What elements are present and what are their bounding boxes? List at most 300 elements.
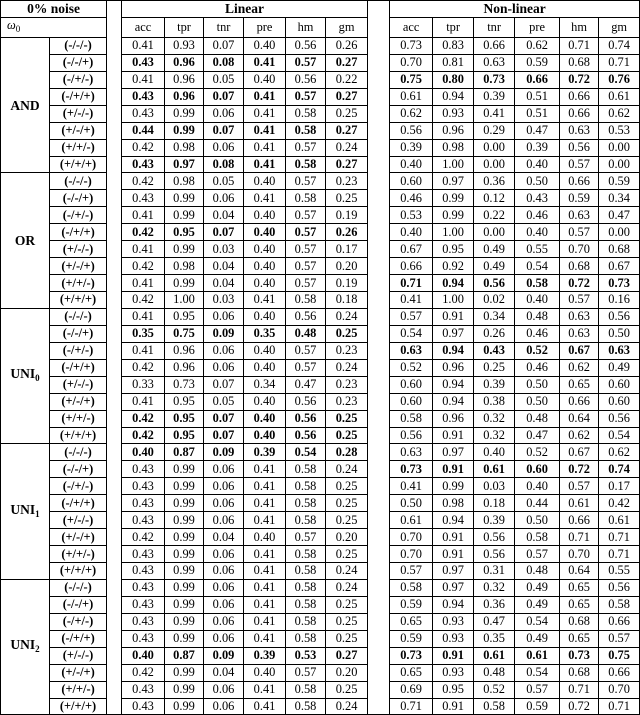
nonlinear-value-tnr: 0.66 (474, 37, 515, 54)
linear-value-tnr: 0.04 (204, 258, 244, 275)
linear-value-acc: 0.40 (122, 647, 165, 664)
gap-cell (368, 393, 390, 410)
nonlinear-value-tpr: 0.98 (433, 139, 474, 156)
linear-value-pre: 0.41 (244, 122, 286, 139)
nonlinear-value-hm: 0.56 (560, 139, 599, 156)
linear-value-gm: 0.25 (326, 613, 368, 630)
linear-value-tpr: 0.96 (165, 54, 204, 71)
linear-value-tnr: 0.06 (204, 461, 244, 478)
nonlinear-value-pre: 0.60 (515, 461, 560, 478)
nonlinear-value-tnr: 0.29 (474, 122, 515, 139)
nonlinear-value-pre: 0.57 (515, 546, 560, 563)
nonlinear-value-pre: 0.59 (515, 54, 560, 71)
nonlinear-value-tnr: 0.39 (474, 376, 515, 393)
gap-cell (107, 461, 122, 478)
group-subscript: 1 (35, 508, 40, 519)
table-row (1, 241, 640, 258)
nonlinear-value-tnr: 0.00 (474, 139, 515, 156)
table-row (1, 122, 640, 139)
linear-value-tnr: 0.06 (204, 139, 244, 156)
table-row (1, 698, 640, 715)
linear-value-pre: 0.40 (244, 275, 286, 292)
linear-value-hm: 0.57 (286, 241, 326, 258)
nonlinear-value-acc: 0.40 (390, 224, 433, 241)
header-row-2 (1, 17, 640, 37)
nonlinear-value-acc: 0.57 (390, 308, 433, 325)
nonlinear-value-pre: 0.48 (515, 563, 560, 580)
linear-value-gm: 0.26 (326, 37, 368, 54)
variant-code: (+/-/-) (50, 376, 107, 393)
nonlinear-value-tnr: 0.00 (474, 156, 515, 173)
gap-cell (368, 71, 390, 88)
table-row (1, 495, 640, 512)
nonlinear-value-gm: 0.61 (599, 512, 640, 529)
nonlinear-value-gm: 0.70 (599, 681, 640, 698)
nonlinear-value-tnr: 0.39 (474, 512, 515, 529)
nonlinear-value-tpr: 0.93 (433, 664, 474, 681)
nonlinear-value-acc: 0.63 (390, 444, 433, 461)
linear-value-tnr: 0.07 (204, 376, 244, 393)
linear-metric-hm: hm (286, 17, 326, 37)
nonlinear-value-acc: 0.61 (390, 512, 433, 529)
gap-cell (107, 478, 122, 495)
variant-code: (-/+/-) (50, 71, 107, 88)
nonlinear-value-acc: 0.75 (390, 71, 433, 88)
gap-cell (107, 292, 122, 309)
linear-value-acc: 0.43 (122, 478, 165, 495)
nonlinear-header: Non-linear (390, 1, 640, 18)
nonlinear-value-gm: 0.75 (599, 647, 640, 664)
linear-value-gm: 0.26 (326, 224, 368, 241)
linear-value-tpr: 0.95 (165, 393, 204, 410)
nonlinear-value-pre: 0.40 (515, 478, 560, 495)
nonlinear-value-hm: 0.63 (560, 325, 599, 342)
variant-code: (+/-/+) (50, 258, 107, 275)
linear-value-tnr: 0.06 (204, 190, 244, 207)
variant-code: (+/-/+) (50, 393, 107, 410)
linear-value-pre: 0.41 (244, 478, 286, 495)
linear-value-acc: 0.43 (122, 563, 165, 580)
nonlinear-value-tpr: 0.96 (433, 359, 474, 376)
linear-value-acc: 0.42 (122, 139, 165, 156)
linear-value-tpr: 0.99 (165, 105, 204, 122)
gap-cell (368, 630, 390, 647)
linear-value-hm: 0.58 (286, 122, 326, 139)
nonlinear-value-tnr: 0.58 (474, 698, 515, 715)
gap-cell (368, 105, 390, 122)
linear-value-pre: 0.41 (244, 681, 286, 698)
nonlinear-value-hm: 0.57 (560, 224, 599, 241)
nonlinear-value-gm: 0.17 (599, 478, 640, 495)
nonlinear-value-gm: 0.60 (599, 376, 640, 393)
variant-code: (-/+/+) (50, 495, 107, 512)
nonlinear-value-hm: 0.70 (560, 546, 599, 563)
linear-value-acc: 0.43 (122, 156, 165, 173)
group-name: UNI (10, 637, 36, 653)
linear-value-hm: 0.54 (286, 444, 326, 461)
gap-cell (107, 37, 122, 54)
gap-cell (107, 647, 122, 664)
linear-value-gm: 0.17 (326, 241, 368, 258)
linear-value-gm: 0.24 (326, 308, 368, 325)
linear-value-gm: 0.25 (326, 427, 368, 444)
nonlinear-value-acc: 0.54 (390, 325, 433, 342)
nonlinear-value-pre: 0.52 (515, 444, 560, 461)
linear-value-tpr: 0.99 (165, 681, 204, 698)
group-name: UNI (10, 366, 36, 382)
gap-cell (368, 495, 390, 512)
nonlinear-value-hm: 0.62 (560, 427, 599, 444)
nonlinear-value-acc: 0.59 (390, 596, 433, 613)
nonlinear-value-tnr: 0.00 (474, 224, 515, 241)
linear-value-tnr: 0.07 (204, 88, 244, 105)
gap-cell (107, 630, 122, 647)
noise-label: 0% noise (1, 1, 107, 18)
linear-value-hm: 0.57 (286, 139, 326, 156)
nonlinear-value-hm: 0.62 (560, 359, 599, 376)
variant-code: (-/-/+) (50, 461, 107, 478)
linear-value-tpr: 0.97 (165, 156, 204, 173)
gap-cell (107, 427, 122, 444)
linear-value-acc: 0.41 (122, 37, 165, 54)
variant-code: (-/-/-) (50, 444, 107, 461)
nonlinear-value-tnr: 0.36 (474, 173, 515, 190)
nonlinear-value-acc: 0.63 (390, 342, 433, 359)
nonlinear-value-pre: 0.57 (515, 681, 560, 698)
linear-value-hm: 0.57 (286, 54, 326, 71)
table-row (1, 512, 640, 529)
variant-code: (-/-/-) (50, 308, 107, 325)
table-row (1, 292, 640, 309)
gap-cell (368, 563, 390, 580)
linear-value-tnr: 0.06 (204, 478, 244, 495)
gap-cell (368, 190, 390, 207)
nonlinear-value-pre: 0.51 (515, 88, 560, 105)
linear-value-pre: 0.34 (244, 376, 286, 393)
nonlinear-value-hm: 0.66 (560, 105, 599, 122)
gap-cell (107, 105, 122, 122)
gap-cell (368, 258, 390, 275)
nonlinear-value-pre: 0.50 (515, 393, 560, 410)
table-row (1, 224, 640, 241)
linear-value-pre: 0.40 (244, 173, 286, 190)
nonlinear-value-tpr: 0.94 (433, 376, 474, 393)
nonlinear-value-pre: 0.59 (515, 698, 560, 715)
nonlinear-metric-acc: acc (390, 17, 433, 37)
gap-cell (368, 579, 390, 596)
nonlinear-value-tpr: 0.91 (433, 461, 474, 478)
linear-value-hm: 0.58 (286, 478, 326, 495)
table-row (1, 71, 640, 88)
linear-value-acc: 0.40 (122, 444, 165, 461)
variant-code: (-/-/+) (50, 190, 107, 207)
linear-value-acc: 0.42 (122, 173, 165, 190)
nonlinear-value-gm: 0.00 (599, 139, 640, 156)
nonlinear-value-gm: 0.53 (599, 122, 640, 139)
linear-value-hm: 0.57 (286, 88, 326, 105)
gap-cell (368, 308, 390, 325)
nonlinear-value-gm: 0.62 (599, 444, 640, 461)
nonlinear-value-hm: 0.68 (560, 258, 599, 275)
linear-value-hm: 0.56 (286, 393, 326, 410)
table-row (1, 410, 640, 427)
gap-cell (368, 647, 390, 664)
linear-value-tnr: 0.06 (204, 342, 244, 359)
nonlinear-value-acc: 0.67 (390, 241, 433, 258)
linear-value-hm: 0.56 (286, 71, 326, 88)
linear-value-hm: 0.58 (286, 681, 326, 698)
linear-value-acc: 0.42 (122, 427, 165, 444)
linear-value-tnr: 0.09 (204, 647, 244, 664)
linear-metric-acc: acc (122, 17, 165, 37)
nonlinear-value-tpr: 0.91 (433, 546, 474, 563)
nonlinear-value-tnr: 0.35 (474, 630, 515, 647)
linear-value-acc: 0.43 (122, 495, 165, 512)
linear-value-gm: 0.24 (326, 461, 368, 478)
linear-value-tnr: 0.06 (204, 308, 244, 325)
nonlinear-value-hm: 0.65 (560, 596, 599, 613)
linear-value-tnr: 0.04 (204, 529, 244, 546)
nonlinear-value-acc: 0.69 (390, 681, 433, 698)
linear-value-gm: 0.27 (326, 156, 368, 173)
nonlinear-value-tpr: 0.96 (433, 410, 474, 427)
nonlinear-value-tpr: 0.94 (433, 596, 474, 613)
linear-value-gm: 0.25 (326, 190, 368, 207)
nonlinear-value-gm: 0.67 (599, 258, 640, 275)
table-row (1, 275, 640, 292)
nonlinear-value-hm: 0.73 (560, 647, 599, 664)
table-row (1, 613, 640, 630)
nonlinear-value-acc: 0.41 (390, 292, 433, 309)
variant-code: (+/+/-) (50, 275, 107, 292)
gap-cell (368, 410, 390, 427)
linear-value-pre: 0.40 (244, 224, 286, 241)
nonlinear-value-hm: 0.72 (560, 275, 599, 292)
linear-value-pre: 0.41 (244, 596, 286, 613)
nonlinear-value-tpr: 0.93 (433, 105, 474, 122)
nonlinear-value-acc: 0.62 (390, 105, 433, 122)
linear-value-tpr: 0.95 (165, 427, 204, 444)
variant-code: (-/-/+) (50, 596, 107, 613)
linear-value-gm: 0.27 (326, 88, 368, 105)
linear-value-tpr: 0.96 (165, 359, 204, 376)
gap-cell (107, 207, 122, 224)
nonlinear-value-gm: 0.61 (599, 88, 640, 105)
nonlinear-value-pre: 0.51 (515, 105, 560, 122)
nonlinear-value-hm: 0.66 (560, 512, 599, 529)
linear-value-tpr: 0.99 (165, 190, 204, 207)
nonlinear-value-tpr: 0.83 (433, 37, 474, 54)
linear-value-tpr: 0.99 (165, 207, 204, 224)
gap-cell (368, 698, 390, 715)
gap-cell (368, 376, 390, 393)
gap-cell (107, 681, 122, 698)
variant-code: (-/+/+) (50, 88, 107, 105)
nonlinear-value-tpr: 0.94 (433, 275, 474, 292)
nonlinear-value-gm: 0.55 (599, 563, 640, 580)
gap-cell (368, 1, 390, 18)
nonlinear-value-gm: 0.73 (599, 275, 640, 292)
linear-value-pre: 0.40 (244, 342, 286, 359)
table-row (1, 139, 640, 156)
linear-value-acc: 0.43 (122, 190, 165, 207)
linear-value-gm: 0.27 (326, 647, 368, 664)
nonlinear-value-pre: 0.39 (515, 139, 560, 156)
nonlinear-value-acc: 0.73 (390, 647, 433, 664)
linear-value-pre: 0.41 (244, 698, 286, 715)
linear-value-pre: 0.41 (244, 292, 286, 309)
linear-value-hm: 0.57 (286, 207, 326, 224)
gap-cell (107, 393, 122, 410)
variant-code: (+/-/+) (50, 529, 107, 546)
variant-code: (-/-/-) (50, 37, 107, 54)
linear-value-tnr: 0.07 (204, 37, 244, 54)
nonlinear-value-hm: 0.61 (560, 495, 599, 512)
nonlinear-value-acc: 0.59 (390, 630, 433, 647)
linear-value-tpr: 0.99 (165, 563, 204, 580)
table-row (1, 596, 640, 613)
linear-value-gm: 0.25 (326, 105, 368, 122)
gap-cell (368, 427, 390, 444)
linear-value-hm: 0.57 (286, 664, 326, 681)
variant-code: (-/-/+) (50, 54, 107, 71)
nonlinear-value-hm: 0.71 (560, 37, 599, 54)
nonlinear-value-gm: 0.16 (599, 292, 640, 309)
gap-cell (368, 342, 390, 359)
table-row (1, 664, 640, 681)
gap-cell (368, 17, 390, 37)
linear-value-hm: 0.58 (286, 596, 326, 613)
nonlinear-value-hm: 0.66 (560, 393, 599, 410)
nonlinear-value-acc: 0.58 (390, 410, 433, 427)
nonlinear-value-acc: 0.70 (390, 546, 433, 563)
linear-value-tpr: 0.99 (165, 630, 204, 647)
nonlinear-value-tpr: 0.93 (433, 630, 474, 647)
linear-value-tnr: 0.04 (204, 207, 244, 224)
linear-value-tpr: 0.73 (165, 376, 204, 393)
gap-cell (368, 325, 390, 342)
linear-value-hm: 0.58 (286, 546, 326, 563)
linear-value-acc: 0.33 (122, 376, 165, 393)
nonlinear-value-tnr: 0.43 (474, 342, 515, 359)
linear-value-gm: 0.24 (326, 139, 368, 156)
nonlinear-value-gm: 0.60 (599, 393, 640, 410)
linear-value-gm: 0.25 (326, 681, 368, 698)
gap-cell (107, 308, 122, 325)
nonlinear-value-tpr: 0.91 (433, 698, 474, 715)
nonlinear-value-tnr: 0.22 (474, 207, 515, 224)
nonlinear-value-acc: 0.70 (390, 529, 433, 546)
nonlinear-value-tpr: 1.00 (433, 224, 474, 241)
linear-value-hm: 0.56 (286, 308, 326, 325)
linear-value-acc: 0.41 (122, 275, 165, 292)
linear-value-tpr: 0.98 (165, 258, 204, 275)
linear-value-hm: 0.57 (286, 258, 326, 275)
nonlinear-value-tpr: 0.94 (433, 88, 474, 105)
nonlinear-value-hm: 0.63 (560, 122, 599, 139)
linear-value-tnr: 0.06 (204, 546, 244, 563)
linear-value-tpr: 0.96 (165, 342, 204, 359)
gap-cell (368, 546, 390, 563)
nonlinear-value-acc: 0.57 (390, 563, 433, 580)
linear-value-pre: 0.40 (244, 410, 286, 427)
linear-value-tpr: 0.99 (165, 461, 204, 478)
variant-code: (+/+/+) (50, 292, 107, 309)
linear-value-tnr: 0.03 (204, 241, 244, 258)
nonlinear-value-hm: 0.67 (560, 444, 599, 461)
gap-cell (107, 275, 122, 292)
gap-cell (368, 529, 390, 546)
linear-value-pre: 0.41 (244, 579, 286, 596)
linear-value-tnr: 0.06 (204, 698, 244, 715)
nonlinear-metric-pre: pre (515, 17, 560, 37)
gap-cell (368, 596, 390, 613)
linear-value-tpr: 1.00 (165, 292, 204, 309)
nonlinear-value-tpr: 0.93 (433, 613, 474, 630)
linear-value-tnr: 0.06 (204, 681, 244, 698)
linear-value-gm: 0.22 (326, 71, 368, 88)
group-name: UNI (10, 501, 36, 517)
group-label (1, 308, 50, 444)
omega-symbol: ω (7, 17, 16, 32)
variant-code: (+/+/-) (50, 681, 107, 698)
linear-value-hm: 0.58 (286, 579, 326, 596)
gap-cell (107, 664, 122, 681)
table-row (1, 54, 640, 71)
linear-value-pre: 0.40 (244, 664, 286, 681)
linear-value-pre: 0.41 (244, 512, 286, 529)
gap-cell (368, 664, 390, 681)
group-subscript: 2 (35, 644, 40, 655)
nonlinear-value-tnr: 0.32 (474, 410, 515, 427)
nonlinear-value-acc: 0.56 (390, 427, 433, 444)
linear-value-acc: 0.43 (122, 613, 165, 630)
nonlinear-value-hm: 0.66 (560, 88, 599, 105)
nonlinear-value-hm: 0.72 (560, 461, 599, 478)
table-row (1, 207, 640, 224)
nonlinear-value-gm: 0.66 (599, 664, 640, 681)
variant-code: (-/+/-) (50, 207, 107, 224)
linear-value-gm: 0.24 (326, 563, 368, 580)
nonlinear-value-gm: 0.42 (599, 495, 640, 512)
linear-value-acc: 0.43 (122, 579, 165, 596)
linear-value-pre: 0.39 (244, 647, 286, 664)
nonlinear-value-acc: 0.71 (390, 275, 433, 292)
nonlinear-value-gm: 0.66 (599, 613, 640, 630)
linear-metric-gm: gm (326, 17, 368, 37)
nonlinear-value-pre: 0.50 (515, 376, 560, 393)
linear-value-hm: 0.58 (286, 190, 326, 207)
linear-value-tpr: 0.99 (165, 579, 204, 596)
table-row (1, 681, 640, 698)
linear-value-tpr: 0.96 (165, 71, 204, 88)
linear-value-gm: 0.24 (326, 579, 368, 596)
linear-value-tpr: 0.99 (165, 495, 204, 512)
nonlinear-value-acc: 0.41 (390, 478, 433, 495)
table-row (1, 427, 640, 444)
nonlinear-value-gm: 0.50 (599, 325, 640, 342)
linear-value-tnr: 0.06 (204, 359, 244, 376)
gap-cell (107, 359, 122, 376)
linear-value-tpr: 0.87 (165, 647, 204, 664)
linear-value-gm: 0.25 (326, 512, 368, 529)
linear-value-tpr: 0.75 (165, 325, 204, 342)
gap-cell (107, 546, 122, 563)
linear-metric-tnr: tnr (204, 17, 244, 37)
linear-value-hm: 0.57 (286, 275, 326, 292)
group-label (1, 37, 50, 173)
table-row (1, 258, 640, 275)
